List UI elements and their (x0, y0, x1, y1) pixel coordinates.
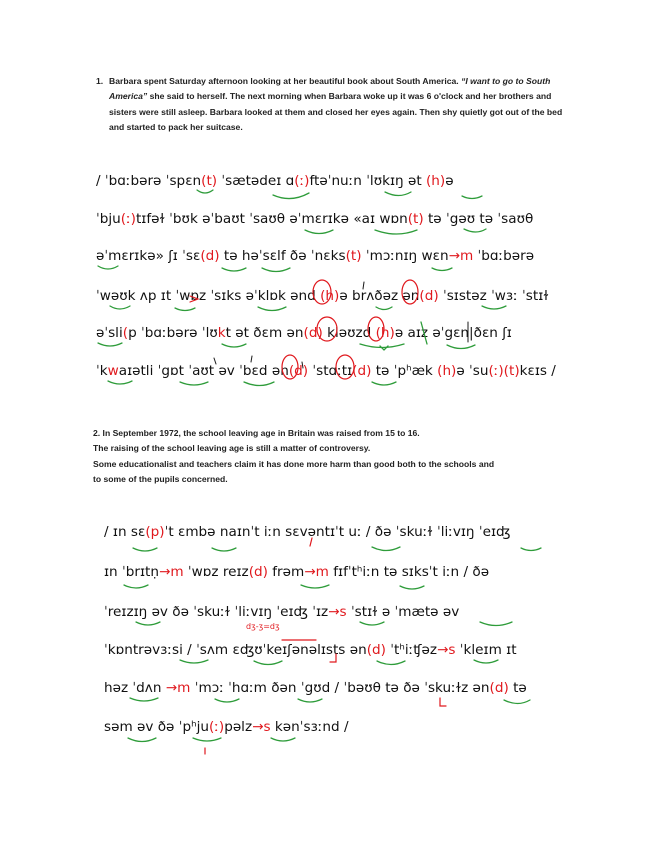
transcription-text: həz ˈdʌn (104, 680, 166, 696)
correction-mark: (h) (425, 173, 446, 189)
correction-mark: (h) (320, 288, 340, 304)
correction-mark: (ː) (209, 719, 225, 735)
transcription-text: ˈsætədeɪ ɑ (217, 173, 295, 189)
section-1-text (96, 74, 571, 136)
transcription-line (96, 288, 549, 304)
transcription-text: aɪətli ˈgɒt ˈaʊt əv ˈbɛd ən (118, 363, 289, 379)
correction-mark: →s (252, 719, 271, 735)
transcription-text: ˈmɔː ˈhɑːm ðən ˈgʊd / ˈbəʊθ tə ðə ˈskuːɫz ən (190, 680, 490, 696)
correction-mark: (h) (437, 363, 457, 379)
correction-mark: (d) (303, 325, 323, 341)
correction-mark: →m (304, 564, 329, 580)
correction-mark: (d) (489, 680, 509, 696)
section-1-text-a: Barbara spent Saturday afternoon looking at her beautiful book about South America. (109, 76, 462, 86)
transcription-text: ˈwɒz reɪz (183, 564, 249, 580)
correction-mark: (d) (352, 363, 372, 379)
section-1-number: 1. (96, 76, 104, 86)
transcription-text: tə ˈgəʊ tə ˈsaʊθ (423, 211, 534, 227)
correction-mark: w (107, 363, 119, 379)
transcription-line (96, 211, 533, 227)
transcription-text: fɪfˈtʰiːn tə sɪksˈt iːn / ðə (328, 564, 490, 580)
transcription-text: tə (508, 680, 527, 696)
transcription-text: tə həˈsɛlf ðə ˈnɛks (219, 248, 346, 264)
correction-mark: →s (436, 642, 456, 658)
transcription-text: frəm (267, 564, 305, 580)
transcription-text: ˈstɑːtɪ (308, 363, 353, 379)
section-2-text (93, 426, 573, 488)
transcription-text: kləʊzd (322, 325, 376, 341)
correction-mark: (t) (201, 173, 218, 189)
correction-mark: (h) (375, 325, 395, 341)
transcription-text: ɪn ˈbrɪtṇ (104, 564, 159, 580)
transcription-text: səm əv ðə ˈpʰju (104, 719, 209, 735)
transcription-text: ˈwəʊk ʌp ɪt ˈwɒz ˈsɪks əˈklɒk ənd (96, 288, 321, 304)
transcription-line (104, 604, 459, 620)
transcription-text: ˈt ɛmbə naɪnˈt iːn sɛvəntɪˈt uː / ðə ˈskuːɫ ˈliːvɪŋ ˈeɪʤ (164, 524, 511, 540)
correction-mark: (ː) (294, 173, 310, 189)
section-2-line: 2. In September 1972, the school leaving age in Britain was raised from 15 to 16. (93, 428, 420, 438)
transcription-line (96, 363, 556, 379)
transcription-text: pəlz (224, 719, 253, 735)
transcription-text: ə aɪz əˈgɛn|ðɛn ʃɪ (394, 325, 512, 341)
transcription-text: / ɪn sɛ (104, 524, 146, 540)
correction-mark: ( (122, 325, 129, 341)
transcription-line (96, 173, 454, 189)
correction-mark: →s (328, 604, 347, 620)
transcription-line (96, 248, 534, 264)
transcription-line (104, 719, 349, 735)
transcription-text: ˈk (96, 363, 108, 379)
handwritten-annotation: dʒ-ʒ=dʒ (246, 622, 280, 631)
correction-mark: (ː)(t) (488, 363, 520, 379)
section-1-text-b: she said to herself. The next morning when Barbara woke up it was 6 o'clock and her brothers and sisters were still asleep. Barbara looked at them and closed her eyes again. Then shy quietly got out of the bed and started to pack her suitcase. (109, 91, 563, 133)
transcription-text: ˈmɔːnɪŋ wɛn (361, 248, 449, 264)
transcription-text: ˈkleɪm ɪt (455, 642, 517, 658)
correction-mark: (d) (200, 248, 220, 264)
transcription-text: ə brʌðəz ən (339, 288, 420, 304)
transcription-line (104, 680, 527, 696)
transcription-text: / ˈbɑːbərə ˈspɛn (96, 173, 202, 189)
transcription-text: ftəˈnuːn ˈlʊkɪŋ ət (309, 173, 426, 189)
correction-mark: (d) (248, 564, 268, 580)
correction-mark: (t) (407, 211, 424, 227)
correction-mark: (d) (419, 288, 439, 304)
transcription-text: kɛɪs / (519, 363, 556, 379)
correction-mark: (d) (288, 363, 309, 379)
transcription-text: ə ˈsu (456, 363, 489, 379)
transcription-line (104, 524, 510, 540)
transcription-line (96, 325, 512, 341)
transcription-text: p ˈbɑːbərə ˈlʊ (128, 325, 218, 341)
correction-mark: k (217, 325, 226, 341)
correction-mark: (d) (366, 642, 386, 658)
transcription-text: ˈkɒntrəvɜːsi / ˈsʌm ɛʤʊˈkeɪʃənəlɪsts ən (104, 642, 367, 658)
correction-mark: (p) (145, 524, 165, 540)
transcription-text: ˈreɪzɪŋ əv ðə ˈskuːɫ ˈliːvɪŋ ˈeɪʤ ˈɪz (104, 604, 329, 620)
transcription-text: ˈstɪɫ ə ˈmætə əv (346, 604, 460, 620)
correction-mark: →m (165, 680, 191, 696)
correction-mark: →m (158, 564, 184, 580)
transcription-text: ˈbju (96, 211, 121, 227)
section-2-line: Some educationalist and teachers claim it has done more harm than good both to the schools and (93, 458, 495, 469)
transcription-text: tɪfəɫ ˈbʊk əˈbaʊt ˈsaʊθ əˈmɛrɪkə «aɪ wɒn (135, 211, 408, 227)
transcription-text: ˈbɑːbərə (473, 248, 535, 264)
transcription-text: tə ˈpʰæk (371, 363, 438, 379)
transcription-text: ə (445, 173, 454, 189)
correction-mark: →m (448, 248, 474, 264)
correction-mark: (t) (345, 248, 362, 264)
transcription-text: t ət ðɛm ən (225, 325, 304, 341)
section-2-line: to some of the pupils concerned. (93, 474, 228, 485)
correction-mark: (ː) (120, 211, 136, 227)
section-1-quote: “I want to go to South America” (109, 76, 551, 102)
transcription-text: ˈtʰiːʧəz (385, 642, 437, 658)
transcription-text: əˈsli (96, 325, 123, 341)
transcription-line (104, 564, 489, 580)
transcription-text: kənˈsɜːnd / (270, 719, 349, 735)
section-2-line: The raising of the school leaving age is still a matter of controversy. (93, 443, 371, 454)
transcription-text: əˈmɛrɪkə» ʃɪ ˈsɛ (96, 248, 201, 264)
transcription-text: ˈsɪstəz ˈwɜː ˈstɪɫ (438, 288, 549, 304)
transcription-line (104, 642, 517, 658)
